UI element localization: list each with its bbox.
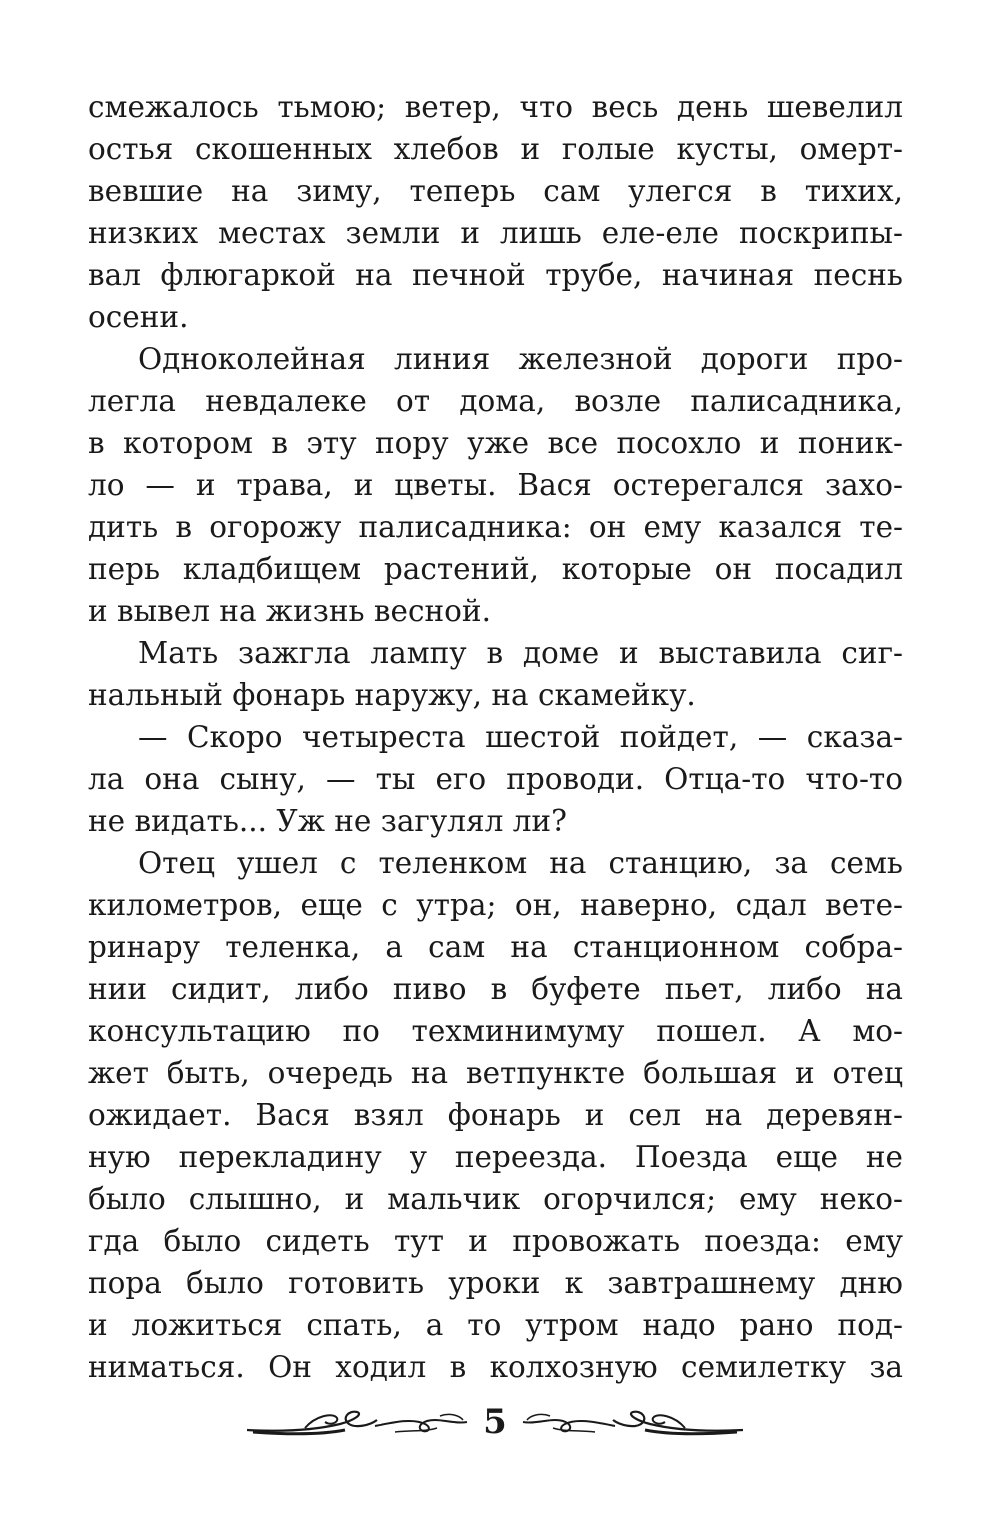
text-line: перь кладбищем растений, которые он посадил bbox=[88, 552, 903, 586]
text-line: консультацию по техминимуму пошел. А мо- bbox=[88, 1014, 903, 1048]
text-line: и вывел на жизнь весной. bbox=[88, 594, 491, 628]
text-line: вевшие на зиму, теперь сам улегся в тихих, bbox=[88, 174, 903, 208]
text-line: смежалось тьмою; ветер, что весь день шевелил bbox=[88, 90, 903, 124]
flourish-ornament-left-icon bbox=[245, 1408, 470, 1438]
text-line: было слышно, и мальчик огорчился; ему неко- bbox=[88, 1182, 903, 1216]
text-line: километров, еще с утра; он, наверно, сдал вете- bbox=[88, 888, 903, 922]
text-line: и ложиться спать, а то утром надо рано под- bbox=[88, 1308, 903, 1342]
text-line: остья скошенных хлебов и голые кусты, омерт- bbox=[88, 132, 903, 166]
text-line: ниматься. Он ходил в колхозную семилетку за bbox=[88, 1350, 903, 1384]
text-line: не видать... Уж не загулял ли? bbox=[88, 804, 567, 838]
text-line: ла она сыну, — ты его проводи. Отца-то что-то bbox=[88, 762, 903, 796]
text-line: низких местах земли и лишь еле-еле поскрипы- bbox=[88, 216, 903, 250]
text-line: пора было готовить уроки к завтрашнему дню bbox=[88, 1266, 903, 1300]
page-text bbox=[88, 86, 903, 1388]
text-line: гда было сидеть тут и провожать поезда: ему bbox=[88, 1224, 903, 1258]
text-line: дить в огорожу палисадника: он ему казался те- bbox=[88, 510, 903, 544]
text-line: жет быть, очередь на ветпункте большая и отец bbox=[88, 1056, 903, 1090]
text-line: Отец ушел с теленком на станцию, за семь bbox=[138, 846, 903, 880]
text-line: Мать зажгла лампу в доме и выставила сиг- bbox=[138, 636, 903, 670]
text-line: ную перекладину у переезда. Поезда еще не bbox=[88, 1140, 903, 1174]
text-line: нии сидит, либо пиво в буфете пьет, либо на bbox=[88, 972, 903, 1006]
text-line: ожидает. Вася взял фонарь и сел на деревян- bbox=[88, 1098, 903, 1132]
page-number: 5 bbox=[483, 1402, 507, 1442]
text-line: вал флюгаркой на печной трубе, начиная песнь bbox=[88, 258, 903, 292]
flourish-ornament-right-icon bbox=[520, 1408, 745, 1438]
text-line: в котором в эту пору уже все посохло и поник- bbox=[88, 426, 903, 460]
text-line: — Скоро четыреста шестой пойдет, — сказа- bbox=[138, 720, 903, 754]
text-line: осени. bbox=[88, 300, 189, 334]
text-line: нальный фонарь наружу, на скамейку. bbox=[88, 678, 696, 712]
text-line: ринару теленка, а сам на станционном собра- bbox=[88, 930, 903, 964]
page-footer bbox=[0, 1398, 1000, 1448]
text-line: легла невдалеке от дома, возле палисадника, bbox=[88, 384, 903, 418]
text-line: Одноколейная линия железной дороги про- bbox=[138, 342, 903, 376]
text-line: ло — и трава, и цветы. Вася остерегался захо- bbox=[88, 468, 903, 502]
